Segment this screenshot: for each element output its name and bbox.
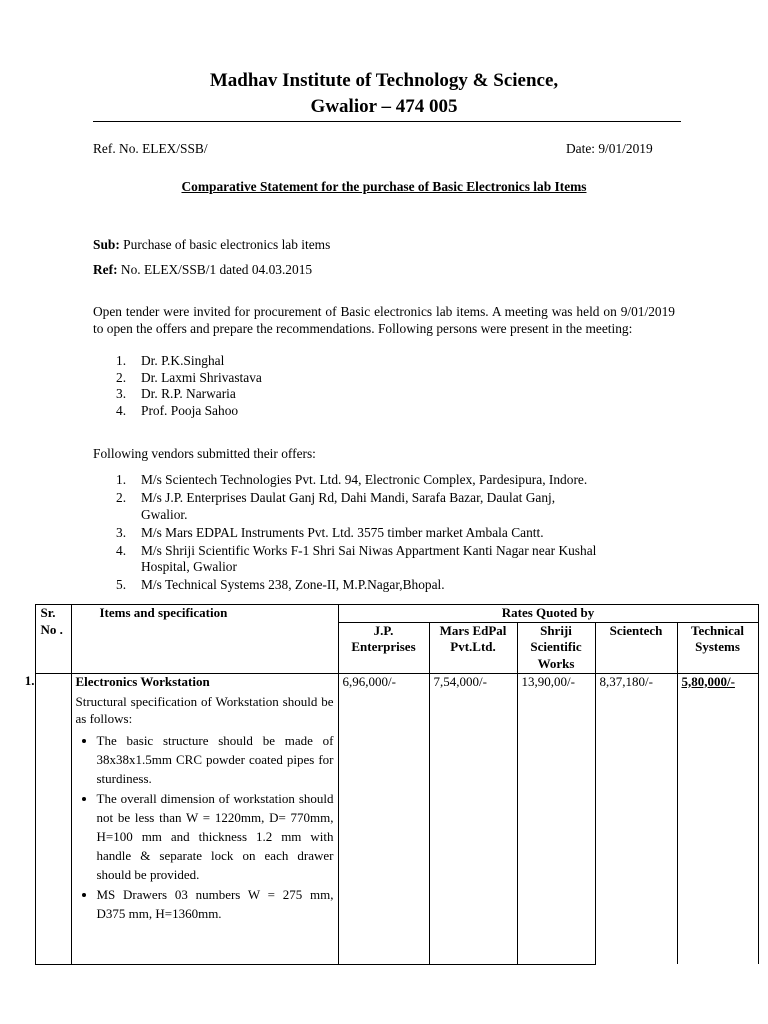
vendor-line: Hospital, Gwalior xyxy=(141,559,237,574)
header-sr-no: Sr. No . xyxy=(35,605,71,674)
list-number: 1. xyxy=(116,353,127,368)
list-number: 2. xyxy=(116,490,127,505)
spec-bullet: • MS Drawers 03 numbers W = 275 mm, D375 mm, H=1360mm. xyxy=(97,885,334,923)
list-number: 4. xyxy=(116,402,127,418)
header-vendor-scientech: Scientech xyxy=(595,622,677,673)
intro-paragraph: Open tender were invited for procurement of Basic electronics lab items. A meeting was held on 9/01/2019 to open the offers and prepare the recommendations. Following persons were present in the meeting: xyxy=(93,304,675,336)
item-name: Electronics Workstation xyxy=(75,673,210,689)
header-vendor-shriji: Shriji Scientific Works xyxy=(517,622,595,673)
subject-line xyxy=(93,237,330,253)
document-heading: Comparative Statement for the purchase of Basic Electronics lab Items xyxy=(181,179,587,194)
list-item xyxy=(116,490,676,525)
list-item xyxy=(116,403,616,420)
comparison-table xyxy=(0,604,759,965)
list-number: 3. xyxy=(116,386,127,401)
vendors-intro: Following vendors submitted their offers: xyxy=(93,446,316,461)
person-name: Prof. Pooja Sahoo xyxy=(141,402,239,418)
item-spec-intro: Structural specification of Workstation should be as follows: xyxy=(75,694,334,726)
header-divider xyxy=(93,121,681,122)
spec-bullet: • The overall dimension of workstation should not be less than W = 1220mm, D= 770mm, H=100 mm and thickness 1.2 mm with handle & separate lock on each drawer should be provided. xyxy=(97,789,334,885)
institute-address: Gwalior – 474 005 xyxy=(310,96,458,117)
list-item xyxy=(116,577,676,595)
reference-label: Ref: xyxy=(93,262,118,277)
header-vendor-mars: Mars EdPal Pvt.Ltd. xyxy=(429,622,517,673)
reference-line xyxy=(93,262,312,278)
list-item xyxy=(116,472,676,490)
table-row xyxy=(0,673,758,964)
list-item xyxy=(116,525,676,543)
persons-list xyxy=(116,353,616,419)
vendor-line: M/s J.P. Enterprises Daulat Ganj Rd, Dahi Mandi, Sarafa Bazar, Daulat Ganj, xyxy=(141,490,556,505)
list-item xyxy=(116,543,676,578)
rate-jp: 6,96,000/- xyxy=(338,673,429,964)
rate-shriji: 13,90,00/- xyxy=(517,673,595,964)
header-vendor-jp: J.P. Enterprises xyxy=(338,622,429,673)
list-number: 2. xyxy=(116,369,127,385)
subject-text: Purchase of basic electronics lab items xyxy=(123,237,331,252)
vendor-line: M/s Mars EDPAL Instruments Pvt. Ltd. 3575 timber market Ambala Cantt. xyxy=(141,524,544,540)
vendor-line: M/s Shriji Scientific Works F-1 Shri Sai Niwas Appartment Kanti Nagar near Kushal xyxy=(141,542,597,558)
list-item xyxy=(116,386,616,403)
institute-name: Madhav Institute of Technology & Science, xyxy=(209,70,559,91)
person-name: Dr. R.P. Narwaria xyxy=(141,386,236,401)
list-number: 1. xyxy=(116,472,127,487)
header-vendor-technical: Technical Systems xyxy=(677,622,758,673)
vendor-line: Gwalior. xyxy=(141,506,188,522)
subject-label: Sub: xyxy=(93,237,120,252)
person-name: Dr. P.K.Singhal xyxy=(141,353,225,368)
item-spec-cell xyxy=(71,673,338,964)
header-rates: Rates Quoted by xyxy=(338,605,758,623)
person-name: Dr. Laxmi Shrivastava xyxy=(141,369,262,385)
rate-mars: 7,54,000/- xyxy=(429,673,517,964)
row-sr: 1. xyxy=(24,673,35,688)
vendor-line: M/s Scientech Technologies Pvt. Ltd. 94, Electronic Complex, Pardesipura, Indore. xyxy=(141,472,588,487)
reference-text: No. ELEX/SSB/1 dated 04.03.2015 xyxy=(120,262,313,277)
ref-number: Ref. No. ELEX/SSB/ xyxy=(93,141,208,156)
rate-scientech: 8,37,180/- xyxy=(595,673,677,964)
list-item xyxy=(116,353,616,370)
list-number: 5. xyxy=(116,577,127,592)
spec-bullet: • The basic structure should be made of 38x38x1.5mm CRC powder coated pipes for sturdiness. xyxy=(97,731,334,789)
list-item xyxy=(116,370,616,387)
vendor-line: M/s Technical Systems 238, Zone-II, M.P.Nagar,Bhopal. xyxy=(141,577,445,592)
document-date: Date: 9/01/2019 xyxy=(566,141,653,156)
header-items: Items and specification xyxy=(71,605,338,674)
list-number: 4. xyxy=(116,542,127,558)
vendors-list xyxy=(116,472,676,595)
rate-technical-selected: 5,80,000/- xyxy=(677,673,758,964)
item-spec-bullets xyxy=(76,731,334,923)
list-number: 3. xyxy=(116,524,127,540)
